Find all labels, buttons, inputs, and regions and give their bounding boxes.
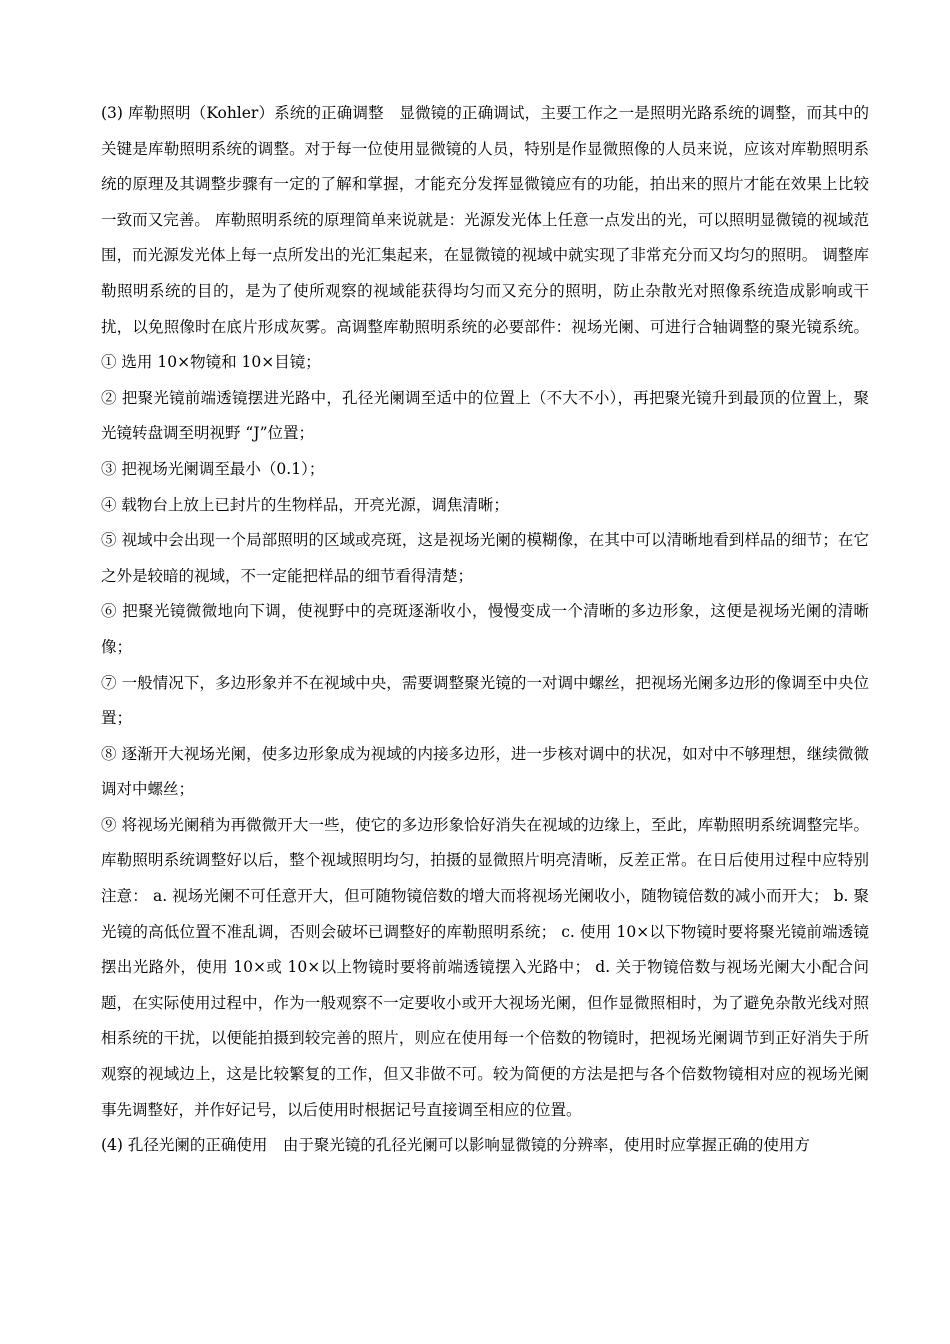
paragraph-step-4: ④ 载物台上放上已封片的生物样品，开亮光源，调焦清晰； (101, 495, 509, 514)
paragraph-step-6: ⑥ 把聚光镜微微地向下调，使视野中的亮斑逐渐收小，慢慢变成一个清晰的多边形象，这便是视场光阑的清晰像； (101, 602, 869, 656)
paragraph-step-2: ② 把聚光镜前端透镜摆进光路中，孔径光阑调至适中的位置上（不大不小），再把聚光镜升到最顶的位置上，聚光镜转盘调至明视野 “J”位置； (101, 388, 869, 443)
paragraph-step-3: ③ 把视场光阑调至最小（0.1）； (101, 459, 325, 478)
paragraph-step-9-notes: ⑨ 将视场光阑稍为再微微开大一些，使它的多边形象恰好消失在视域的边缘上，至此，库勒照明系统调整完毕。 库勒照明系统调整好以后，整个视域照明均匀，拍摄的显微照片明亮清晰，反差正常。在日后使用过程中应特别注意： a. 视场光阑不可任意开大，但可随物镜倍数的增大而将视场光阑收小，随物镜倍数的减小而开大； b. 聚光镜的高低位置不准乱调，否则会破坏已调整好的库勒照明系统； c. 使用 10×以下物镜时要将聚光镜前端透镜摆出光路外，使用 10×或 10×以上物镜时要将前端透镜摆入光路中； d. 关于物镜倍数与视场光阑大小配合问题，在实际使用过程中，作为一般观察不一定要收小或开大视场光阑，但作显微照相时，为了避免杂散光线对照相系统的干扰，以便能拍摄到较完善的照片，则应在使用每一个倍数的物镜时，把视场光阑调节到正好消失于所观察的视域边上，这是比较繁复的工作，但又非做不可。较为简便的方法是把与各个倍数物镜相对应的视场光阑事先调整好，并作好记号，以后使用时根据记号直接调至相应的位置。 (101, 815, 869, 1119)
paragraph-kohler-intro: (3) 库勒照明（Kohler）系统的正确调整 显微镜的正确调试，主要工作之一是照明光路系统的调整，而其中的关键是库勒照明系统的调整。对于每一位使用显微镜的人员，特别是作显微照像的人员来说，应该对库勒照明系统的原理及其调整步骤有一定的了解和掌握，才能充分发挥显微镜应有的功能，拍出来的照片才能在效果上比较一致而又完善。 库勒照明系统的原理简单来说就是：光源发光体上任意一点发出的光，可以照明显微镜的视域范围，而光源发光体上每一点所发出的光汇集起来，在显微镜的视域中就实现了非常充分而又均匀的照明。 调整库勒照明系统的目的，是为了使所观察的视域能获得均匀而又充分的照明，防止杂散光对照像系统造成影响或干扰，以免照像时在底片形成灰雾。高调整库勒照明系统的必要部件：视场光阑、可进行合轴调整的聚光镜系统。 ① 选用 10×物镜和 10×目镜； (101, 104, 869, 372)
paragraph-step-5: ⑤ 视域中会出现一个局部照明的区域或亮斑，这是视场光阑的模糊像，在其中可以清晰地看到样品的细节；在它之外是较暗的视域，不一定能把样品的细节看得清楚； (101, 531, 869, 585)
paragraph-step-8: ⑧ 逐渐开大视场光阑，使多边形象成为视域的内接多边形，进一步核对调中的状况，如对中不够理想，继续微微调对中螺丝； (101, 744, 869, 799)
document-page (101, 96, 869, 1164)
paragraph-aperture-diaphragm: (4) 孔径光阑的正确使用 由于聚光镜的孔径光阑可以影响显微镜的分辨率，使用时应掌握正确的使用方 (101, 1136, 810, 1155)
paragraph-step-7: ⑦ 一般情况下，多边形象并不在视域中央，需要调整聚光镜的一对调中螺丝，把视场光阑多边形的像调至中央位置； (101, 673, 869, 728)
